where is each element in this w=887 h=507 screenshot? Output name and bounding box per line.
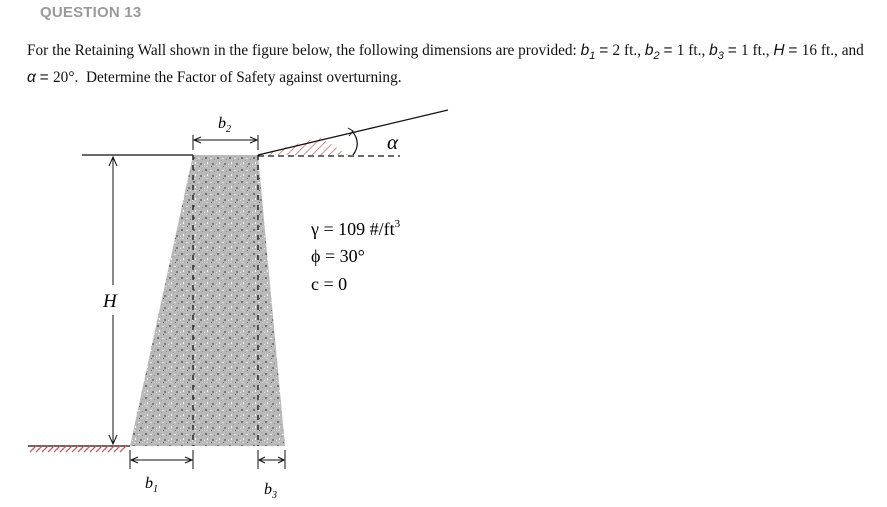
b2-label: $b_2$	[218, 115, 231, 135]
alpha-label: α	[387, 130, 399, 154]
value-H: 16 ft.	[801, 42, 835, 59]
value-b3: 1 ft.	[741, 42, 766, 59]
prompt-intro: For the Retaining Wall shown in the figure below, the following dimensions are provided:	[27, 42, 581, 59]
prompt-task: Determine the Factor of Safety against overturning.	[85, 69, 402, 87]
prompt-and: and	[841, 42, 864, 59]
height-label: H	[103, 291, 117, 312]
alpha-arc	[352, 131, 357, 155]
question-number: QUESTION 13	[40, 4, 142, 21]
backfill-hatch	[260, 137, 348, 155]
var-H: H	[773, 42, 785, 59]
value-alpha: 20°	[53, 69, 75, 87]
var-alpha: α	[27, 69, 36, 87]
soil-unit-weight: γ = 109 $\#/ft^3$	[311, 218, 401, 239]
soil-friction-angle: ϕ = 30°	[311, 246, 365, 266]
value-b2: 1 ft.	[676, 42, 702, 59]
question-prompt: For the Retaining Wall shown in the figure below, the following dimensions are provided: $b_1 = 2$ ft., $b_2 = 1$ ft., $b_3 = 1$ ft., H = 16 ft., and α = 20°. Determine the Factor of Safety against overturning.	[27, 42, 864, 87]
ground-hatch	[30, 446, 126, 452]
b3-label: $b_3$	[264, 481, 277, 501]
var-b1: $b_1$	[580, 42, 596, 63]
var-b3: $b_3$	[709, 42, 724, 63]
retaining-wall	[130, 155, 285, 446]
soil-cohesion: c = 0	[311, 274, 348, 294]
value-b1: 2 ft.	[612, 42, 638, 59]
var-b2: $b_2$	[644, 42, 660, 63]
b1-label: $b_1$	[145, 475, 158, 495]
